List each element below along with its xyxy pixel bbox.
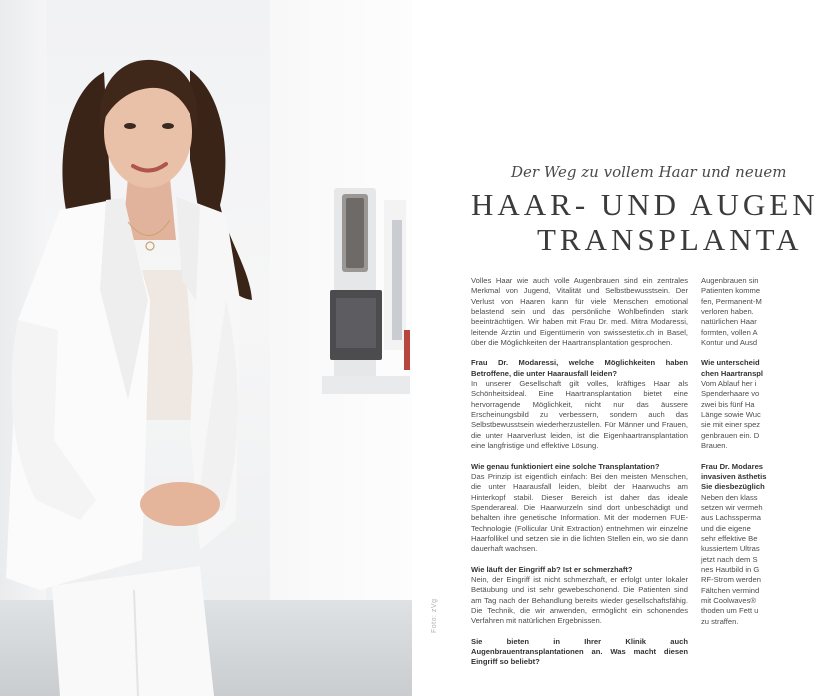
text-line: Patienten komme xyxy=(701,286,761,296)
text-line: genbrauen ein. D xyxy=(701,430,760,440)
answer-1: In unserer Gesellschaft gilt volles, kräftiges Haar als Schönheitsideal. Eine Haartransplantation bietet eine hervorragende Möglichkeit, nicht nur das äussere Erscheinungsbild zu verbessern, sondern auch das Selbstbewusstsein wiederherzustellen. Für Männer und Frauen, die unter Haarverlust leiden, ist die Eigenhaartransplantation eine langfristige und effektive Lösung. xyxy=(471,379,688,451)
text-line: Neben den klass xyxy=(701,492,758,502)
answer-3: Nein, der Eingriff ist nicht schmerzhaft, er erfolgt unter lokaler Betäubung und ist sehr gewebeschonend. Die Patienten sind am Tag nach der Behandlung bereits wieder gesellschaftsfähig. Die Technik, die wir anwenden, ermöglicht ein schonendes Verfahren mit natürlichen Ergebnissen. xyxy=(471,574,688,626)
text-line: natürlichen Haar xyxy=(701,317,757,327)
text-line: Länge sowie Wuc xyxy=(701,410,761,420)
text-line: nes Hautbild in G xyxy=(701,564,760,574)
text-line: Spenderhaare vo xyxy=(701,389,760,399)
photo-credit: Foto: zVg xyxy=(431,598,438,633)
woman-portrait-illustration xyxy=(0,0,412,696)
text-line: Wie unterscheid xyxy=(701,358,760,368)
text-line: Augenbrauen sin xyxy=(701,276,759,285)
text-line: RF-Strom werden xyxy=(701,575,761,585)
text-line: Sie diesbezüglich xyxy=(701,482,765,492)
text-line: und die eigene xyxy=(701,523,751,533)
text-line: formten, vollen A xyxy=(701,327,758,337)
text-line: verloren haben. xyxy=(701,307,754,317)
text-line: Frau Dr. Modares xyxy=(701,461,764,471)
article-column-1 xyxy=(471,276,688,668)
intro-paragraph: Volles Haar wie auch volle Augenbrauen sind ein zentrales Merkmal von Jugend, Vitalität und Selbstbewusstsein. Der Verlust von Haaren kann für viele Menschen emotional belastend sein und das persönliche Wohlbefinden stark beeinträchtigen. Wir haben mit Frau Dr. med. Mitra Modaressi, leitende Ärztin und Eigentümerin von swissestetix.ch in Basel, über die Möglichkeiten der Haartransplantation gesprochen. xyxy=(471,276,688,348)
text-line: aus Lachssperma xyxy=(701,513,761,523)
col2-paragraph-1 xyxy=(701,276,831,348)
article-title-line2: TRANSPLANTA xyxy=(537,222,803,257)
text-line: sie mit einer spez xyxy=(701,420,761,430)
question-3: Wie läuft der Eingriff ab? Ist er schmerzhaft? xyxy=(471,564,633,574)
text-line: Fältchen vermind xyxy=(701,585,760,595)
text-line: invasiven ästhetis xyxy=(701,471,767,481)
article-column-2 xyxy=(701,276,831,637)
article-title-line1: HAAR- UND AUGEN xyxy=(471,187,819,222)
question-2: Wie genau funktioniert eine solche Transplantation? xyxy=(471,461,660,471)
text-line: kussiertem Ultras xyxy=(701,544,760,554)
text-line: setzen wir vermeh xyxy=(701,502,763,512)
text-line: thoden um Fett u xyxy=(701,606,759,616)
text-line: Vom Ablauf her i xyxy=(701,379,757,389)
text-line: jetzt nach dem S xyxy=(701,554,758,564)
text-line: zu straffen. xyxy=(701,616,739,626)
col2-question-2 xyxy=(701,462,831,493)
text-line: sehr effektive Be xyxy=(701,533,758,543)
portrait-photo xyxy=(0,0,412,696)
question-4: Sie bieten in Ihrer Klinik auch Augenbrauentransplantationen an. Was macht diesen Eingriff so beliebt? xyxy=(471,636,688,667)
answer-2: Das Prinzip ist eigentlich einfach: Bei den meisten Menschen, die unter Haarausfall leiden, bleibt der Haarwuchs am Hinterkopf stabil. Dieser Bereich ist daher das ideale Spenderareal. Die Haarwurzeln sind dort unbeschädigt und behalten ihre genetische Information. Mit der modernen FUE-Technologie (Follicular Unit Extraction) entnehmen wir einzelne Haarfollikel und setzen sie in die lichten Stellen ein, wo sie dann dauerhaft wachsen. xyxy=(471,471,688,554)
article-kicker: Der Weg zu vollem Haar und neuem xyxy=(511,163,787,181)
col2-answer-1 xyxy=(701,379,831,451)
text-line: zwei bis fünf Ha xyxy=(701,399,755,409)
text-line: fen, Permanent-M xyxy=(701,296,762,306)
col2-question-1 xyxy=(701,358,831,379)
question-1: Frau Dr. Modaressi, welche Möglichkeiten haben Betroffene, die unter Haarausfall leiden? xyxy=(471,358,688,378)
col2-answer-2 xyxy=(701,493,831,627)
text-line: chen Haartranspl xyxy=(701,368,764,378)
text-line: Kontur und Ausd xyxy=(701,338,758,348)
text-line: Brauen. xyxy=(701,441,728,451)
text-line: mit Coolwaves® xyxy=(701,595,756,605)
